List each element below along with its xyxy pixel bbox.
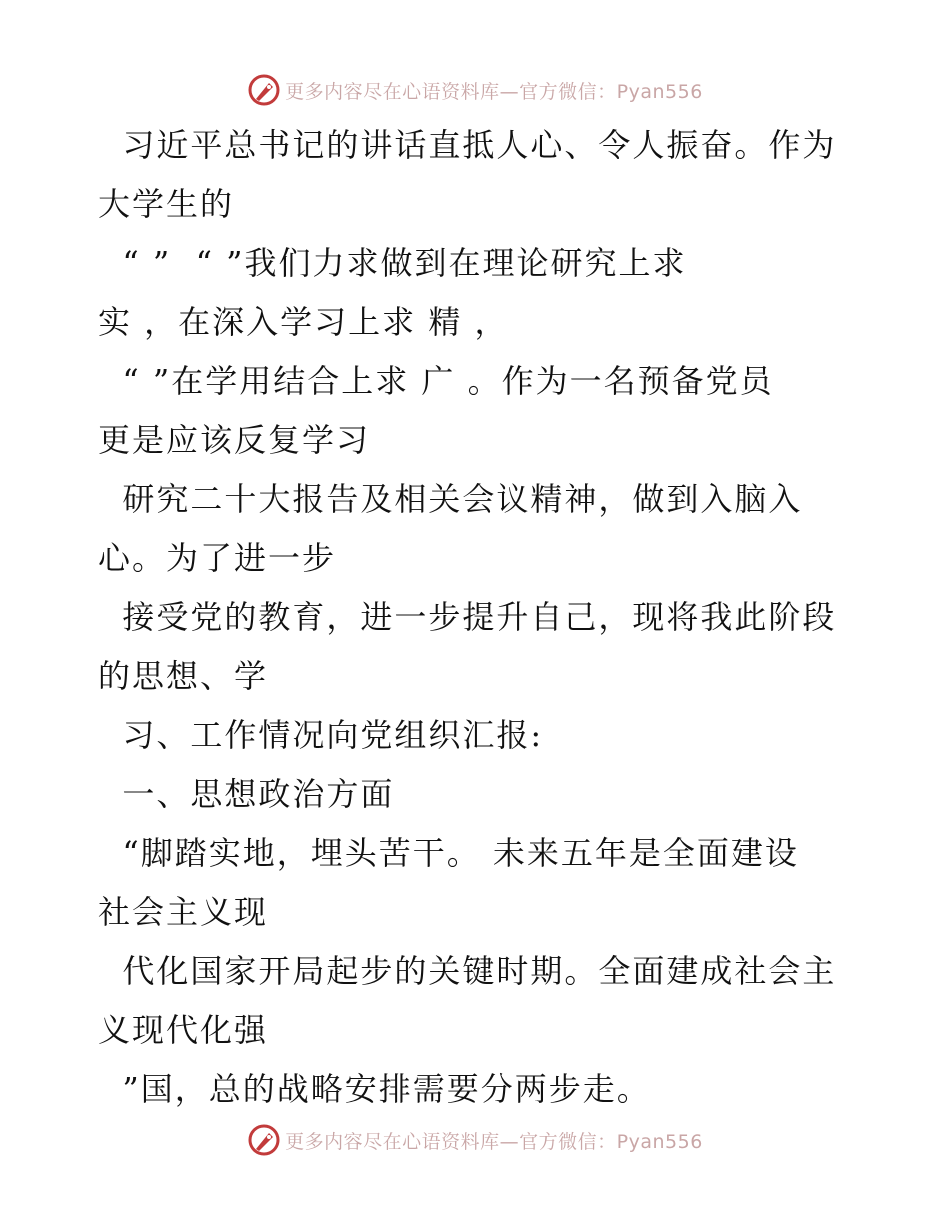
section-heading: 一、思想政治方面 [98, 775, 395, 813]
footer-watermark-text: 更多内容尽在心语资料库—官方微信：Pyan556 [285, 1130, 703, 1153]
body-line: ”国，总的战略安排需要分两步走。 [98, 1070, 651, 1108]
body-line: 习近平总书记的讲话直抵人心、令人振奋。作为 [98, 126, 837, 164]
footer-watermark [0, 1120, 950, 1160]
header-watermark-text: 更多内容尽在心语资料库—官方微信：Pyan556 [285, 80, 703, 103]
header-watermark [0, 70, 950, 110]
body-line: 大学生的 [98, 185, 235, 223]
body-line: 接受党的教育，进一步提升自己，现将我此阶段 [98, 598, 837, 636]
pen-nib-seal-icon [247, 1123, 281, 1157]
pen-nib-seal-icon [247, 73, 281, 107]
body-line: “脚踏实地，埋头苦干。 未来五年是全面建设 [98, 834, 799, 872]
body-line: 习、工作情况向党组织汇报: [98, 716, 544, 754]
body-line: 心。为了进一步 [98, 539, 337, 577]
body-line: 实 ，在深入学习上求 精 ， [98, 303, 509, 341]
body-line: “ ” “ ”我们力求做到在理论研究上求 [98, 244, 687, 282]
body-line: 更是应该反复学习 [98, 421, 371, 459]
body-line: 义现代化强 [98, 1011, 269, 1049]
body-line: “ ”在学用结合上求 广 。作为一名预备党员 [98, 362, 774, 400]
body-line: 研究二十大报告及相关会议精神，做到入脑入 [98, 480, 803, 518]
body-line: 的思想、学 [98, 657, 269, 695]
body-line: 社会主义现 [98, 893, 269, 931]
body-line: 代化国家开局起步的关键时期。全面建成社会主 [98, 952, 837, 990]
